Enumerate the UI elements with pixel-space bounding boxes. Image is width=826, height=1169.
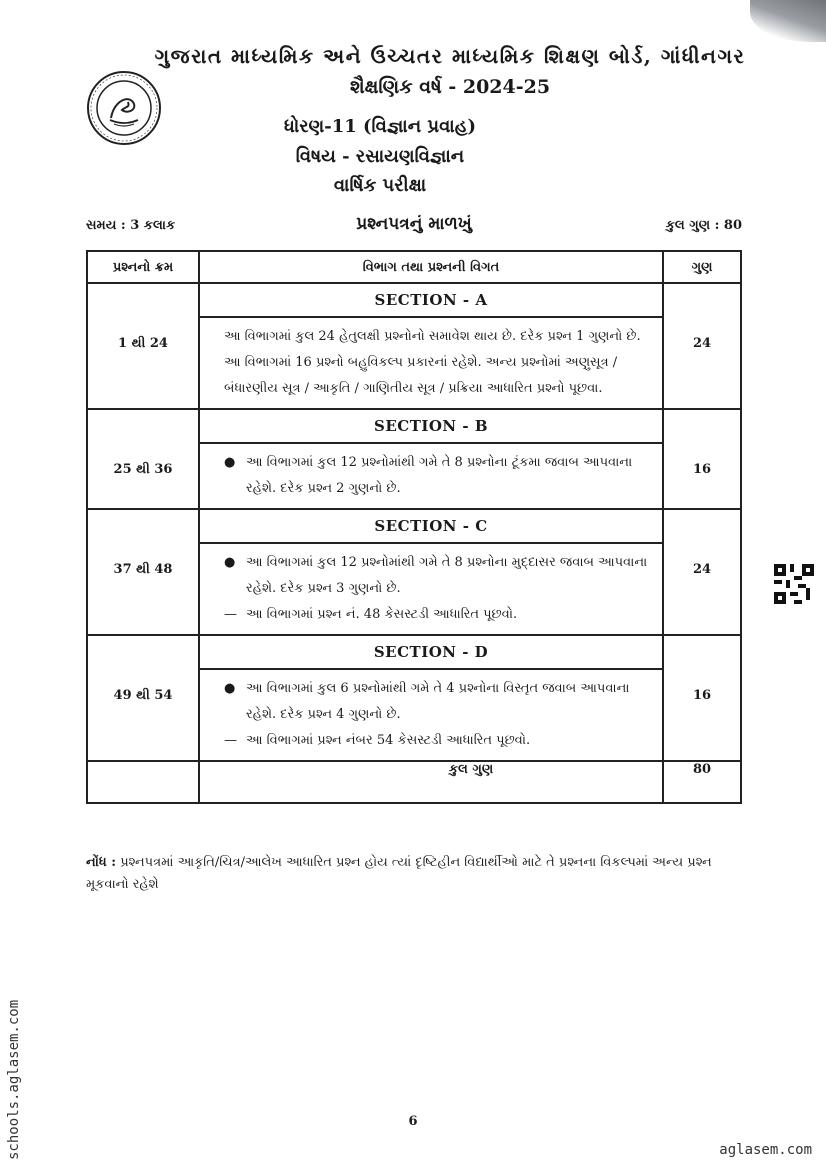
table-header-row [87,251,741,283]
section-marks: 24 [663,509,741,635]
table-row [87,409,741,509]
board-name: ગુજરાત માધ્યમિક અને ઉચ્ચતર માધ્યમિક શિક્ષણ બોર્ડ, ગાંધીનગર [154,44,746,68]
section-description [200,670,662,760]
total-empty-cell [87,761,199,803]
list-item [224,550,652,602]
total-marks: 80 [663,761,741,803]
section-title: SECTION - B [200,410,662,444]
question-range: 37 થી 48 [87,509,199,635]
note-label: નોંધ : [86,855,117,870]
bullet-text: આ વિભાગમાં કુલ 12 પ્રશ્નોમાંથી ગમે તે 8 પ્રશ્નોના ટૂંકમા જવાબ આપવાના રહેશે. દરેક પ્રશ્ન 2 ગુણનો છે. [246,455,633,496]
bullet-icon: ● [224,681,236,696]
section-cell [199,635,663,761]
list-item [224,676,652,728]
table-row [87,509,741,635]
exam-total-marks: કુલ ગુણ : 80 [665,218,742,233]
question-range: 1 થી 24 [87,283,199,409]
dash-icon: — [224,733,237,748]
header-question-no: પ્રશ્નનો ક્રમ [87,251,199,283]
blueprint-title: પ્રશ્નપત્રનું માળખું [356,214,472,234]
dash-icon: — [224,607,237,622]
list-item [224,728,652,754]
question-range: 25 થી 36 [87,409,199,509]
section-description [200,544,662,634]
note [86,852,746,896]
bullet-text: આ વિભાગમાં પ્રશ્ન નં. 48 કેસસ્ટડી આધારિત પૂછવો. [246,607,518,622]
table-row [87,283,741,409]
note-text: પ્રશ્નપત્રમાં આકૃતિ/ચિત્ર/આલેખ આધારિત પ્રશ્ન હોય ત્યાં દૃષ્ટિહીન વિદ્યાર્થીઓ માટે તે પ્રશ્નના વિકલ્પમાં અન્ય પ્રશ્ન મૂકવાનો રહેશે [86,855,712,892]
side-watermark: schools.aglasem.com [6,999,22,1160]
section-title: SECTION - C [200,510,662,544]
meta-row [86,214,742,238]
subject: વિષય - રસાયણવિજ્ઞાન [295,146,465,167]
section-cell [199,283,663,409]
section-description [200,444,662,508]
qr-code-icon [774,564,814,604]
bullet-text: આ વિભાગમાં પ્રશ્ન નંબર 54 કેસસ્ટડી આધારિત પૂછવો. [246,733,531,748]
section-marks: 16 [663,635,741,761]
table-row [87,635,741,761]
section-title: SECTION - A [200,284,662,318]
bottom-watermark: aglasem.com [719,1142,812,1158]
question-range: 49 થી 54 [87,635,199,761]
section-marks: 16 [663,409,741,509]
exam-type: વાર્ષિક પરીક્ષા [333,175,427,196]
list-item [224,450,652,502]
section-marks: 24 [663,283,741,409]
total-label: કુલ ગુણ [199,761,663,803]
bullet-text: આ વિભાગમાં કુલ 12 પ્રશ્નોમાંથી ગમે તે 8 પ્રશ્નોના મુદ્દાસર જવાબ આપવાના રહેશે. દરેક પ્રશ્ન 3 ગુણનો છે. [246,555,648,596]
standard: ધોરણ-11 (વિજ્ઞાન પ્રવાહ) [283,116,477,137]
exam-time: સમય : 3 કલાક [86,218,176,233]
section-description: આ વિભાગમાં કુલ 24 હેતુલક્ષી પ્રશ્નોનો સમાવેશ થાય છે. દરેક પ્રશ્ન 1 ગુણનો છે. આ વિભાગમાં 16 પ્રશ્નો બહુવિકલ્પ પ્રકારનાં રહેશે. અન્ય પ્રશ્નોમાં અણુસૂત્ર / બંધારણીય સૂત્ર / આકૃતિ / ગાણિતીય સૂત્ર / પ્રક્રિયા આધારિત પ્રશ્નો પૂછવા. [224,329,641,396]
header-marks: ગુણ [663,251,741,283]
page-number: 6 [408,1114,418,1129]
section-cell [199,409,663,509]
bullet-icon: ● [224,455,236,470]
academic-year: શૈક્ષણિક વર્ષ - 2024-25 [349,76,551,98]
section-title: SECTION - D [200,636,662,670]
total-row [87,761,741,803]
bullet-text: આ વિભાગમાં કુલ 6 પ્રશ્નોમાંથી ગમે તે 4 પ્રશ્નોના વિસ્તૃત જવાબ આપવાના રહેશે. દરેક પ્રશ્ન 4 ગુણનો છે. [246,681,630,722]
list-item [224,602,652,628]
section-cell [199,509,663,635]
scan-corner-smudge [750,0,826,42]
blueprint-table [86,250,742,804]
header-section-details: વિભાગ તથા પ્રશ્નની વિગત [199,251,663,283]
bullet-icon: ● [224,555,236,570]
